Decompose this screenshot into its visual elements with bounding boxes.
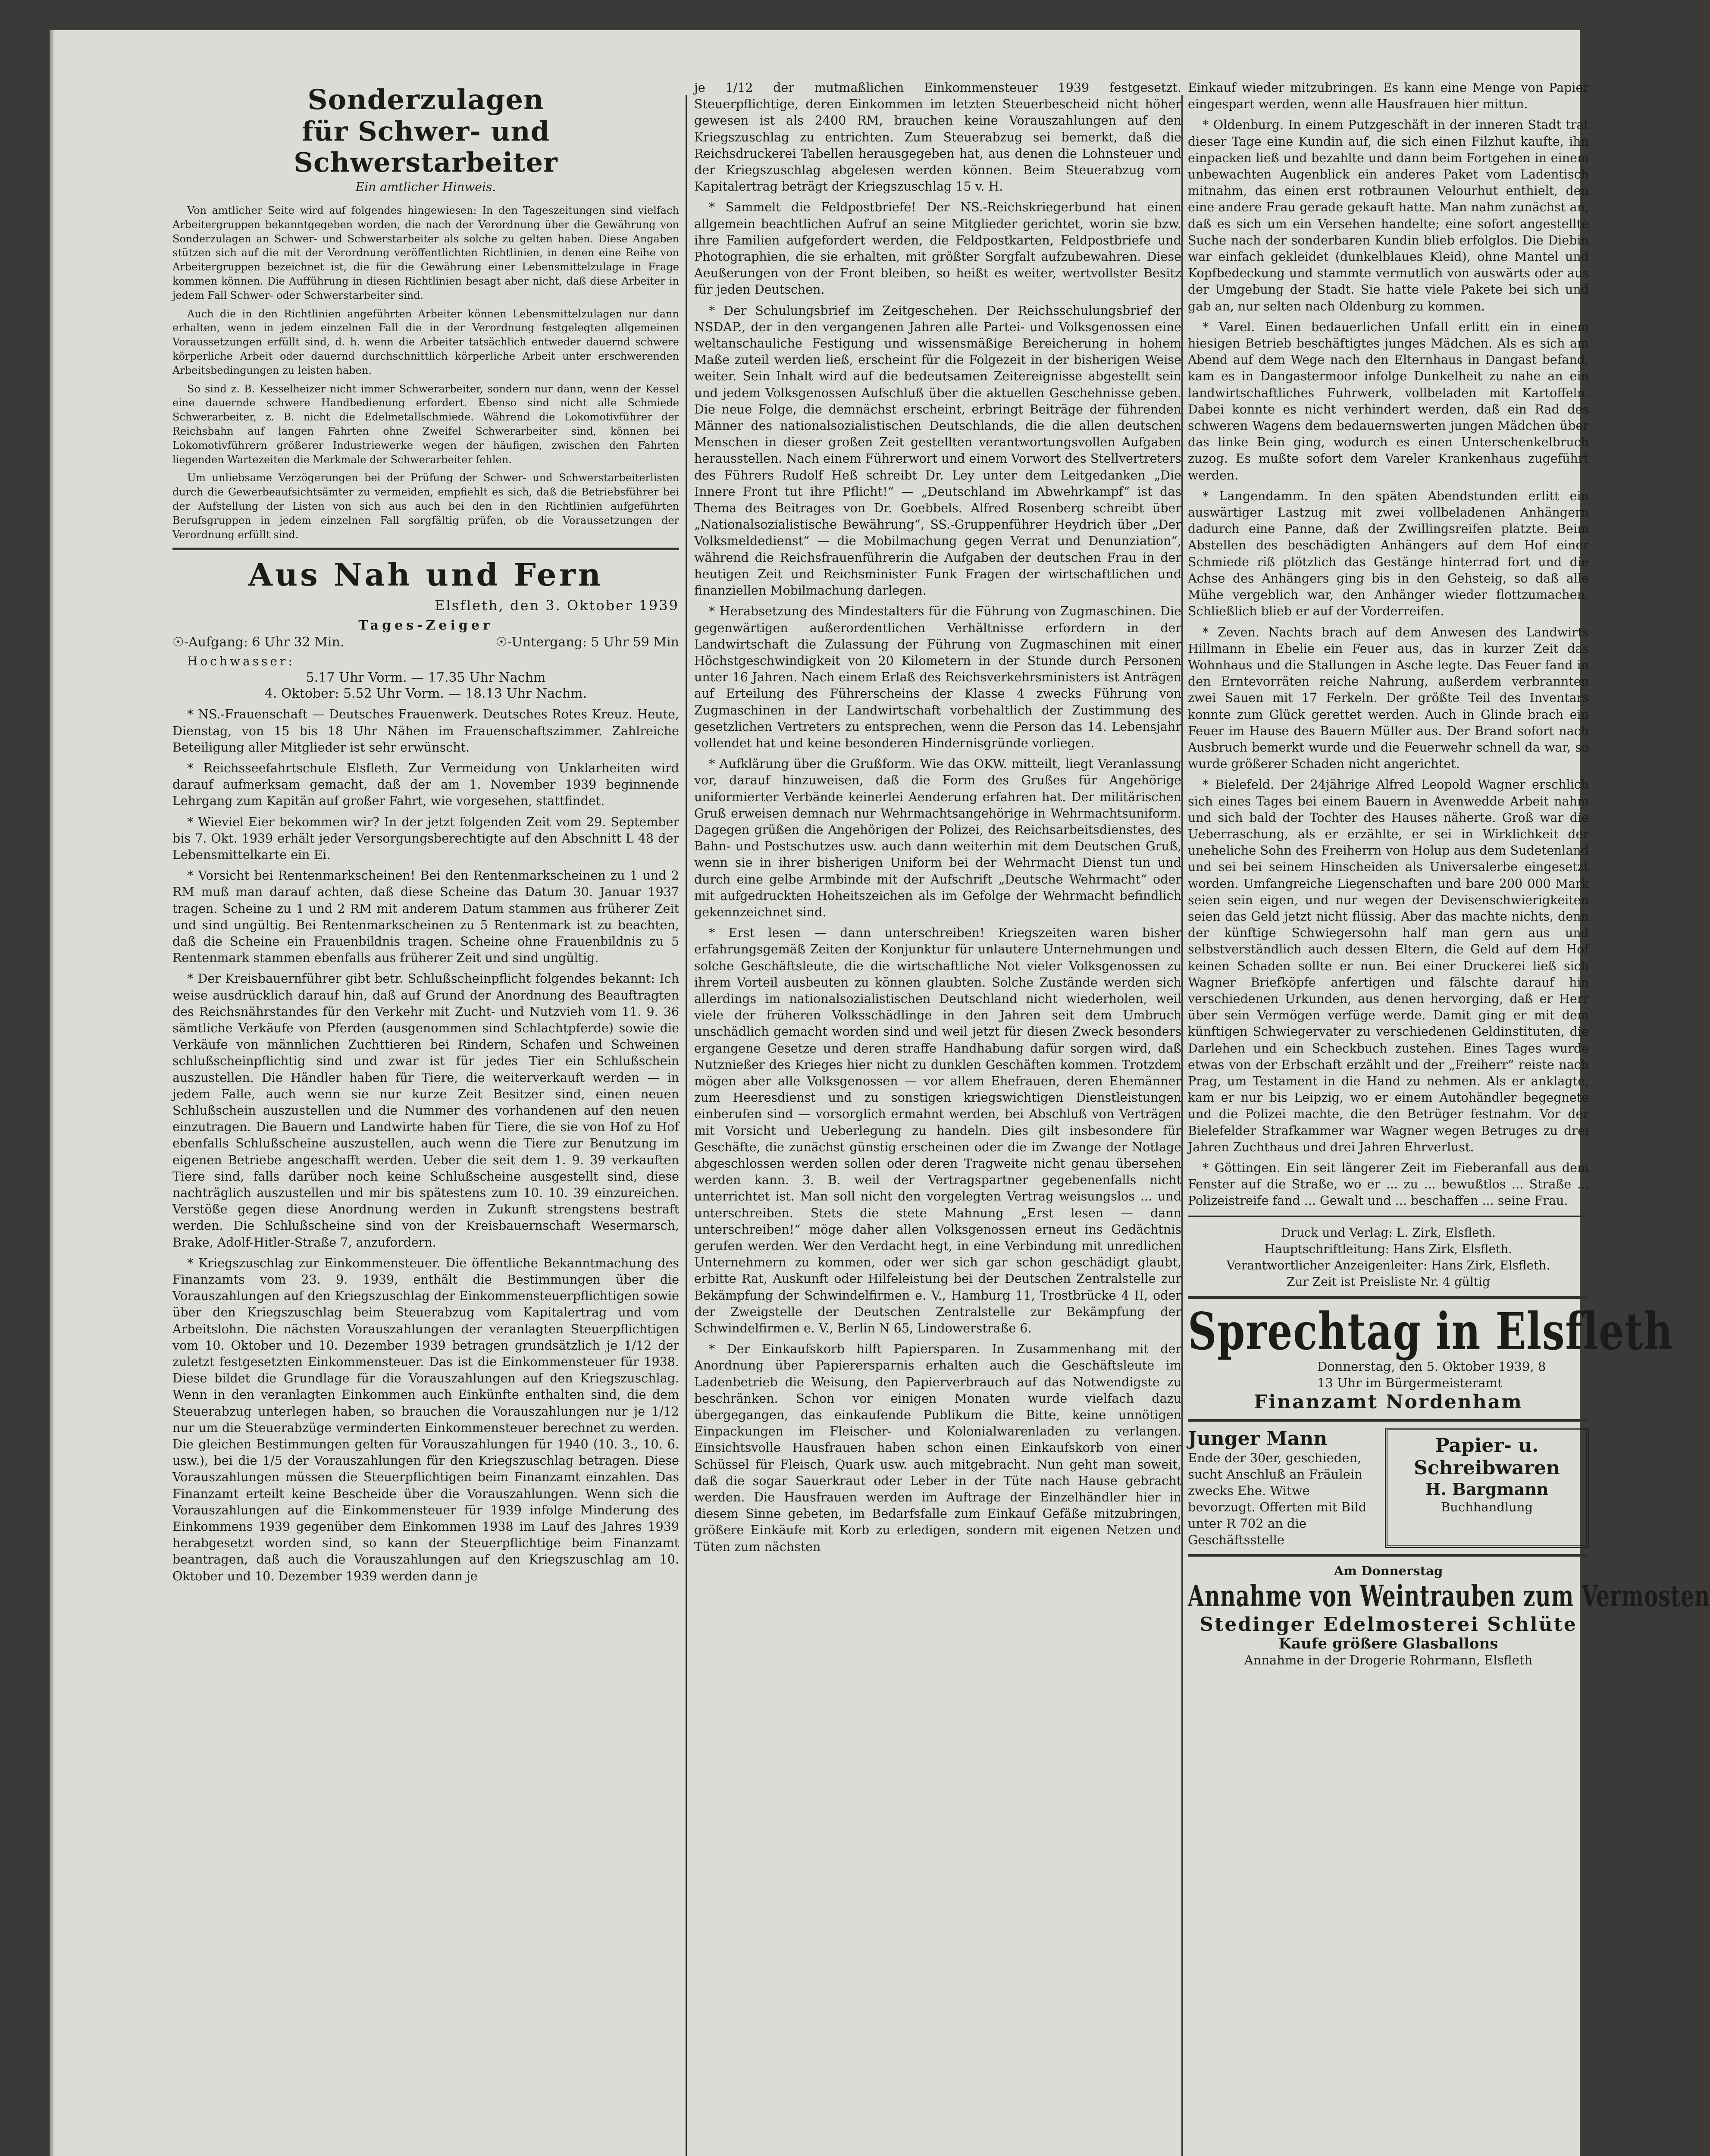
ad-headline: Annahme von Weintrauben zum Vermosten (1188, 1579, 1710, 1614)
newspaper-page (50, 30, 1710, 2156)
news-item: * Erst lesen — dann unterschreiben! Kriegszeiten waren bisher erfahrungsgemäß Zeiten der Konjunktur für unlautere Unternehmungen und solche Geschäftsleute, die die wirtschaftliche Not vieler Volksgenossen zu ihrem Vorteil ausbeuten zu können glaubten. Solche Zustände werden sich allerdings im nationalsozialistischen Deutschland nicht wiederholen, weil viele der früheren Volksschädlinge in den Jahren seit dem Umbruch unschädlich gemacht worden sind und weil jetzt für diesen Zweck besonders ergangene Gesetze und deren straffe Handhabung dafür sorgen wird, daß Nutznießer des Krieges hier nicht zu dunklen Geschäften kommen. Trotzdem mögen aber alle Volksgenossen — vor allem Ehefrauen, deren Ehemänner zum Heeresdienst und zu sonstigen kriegswichtigen Dienstleistungen einberufen sind — vorsorglich ermahnt werden, bei Abschluß von Verträgen mit Vorsicht und Ueberlegung zu handeln. Dies gilt insbesondere für Geschäfte, die zunächst günstig erscheinen oder die im Zwange der Notlage abgeschlossen werden sollen oder deren Tragweite nicht genau übersehen werden kann. 3. B. weil der Vertragspartner gegebenenfalls nicht unterrichtet ist. Man soll nicht den vorgelegten Vertrag weisungslos ... und unterschreiben. Stets die stete Mahnung „Erst lesen — dann unterschreiben!“ möge daher allen Volksgenossen erneut ins Gedächtnis gerufen werden. Wer den Verdacht hegt, in eine Verbindung mit unredlichen Unternehmern zu kommen, oder wer sich gar schon geschädigt glaubt, erbitte Rat, Auskunft oder Hilfeleistung bei der Deutschen Zentralstelle zur Bekämpfung der Schwindelfirmen e. V., Hamburg 11, Trostbrücke 4 II, oder der Zweigstelle der Deutschen Zentralstelle zur Bekämpfung der Schwindelfirmen e. V., Berlin N 65, Lindowerstraße 6. (694, 926, 1181, 1336)
column-2 (694, 80, 1181, 1560)
ad-sprechtag (1188, 1301, 1673, 1413)
news-item: * Vorsicht bei Rentenmarkscheinen! Bei den Rentenmarkscheinen zu 1 und 2 RM muß man darauf achten, daß diese Scheine das Datum 30. Januar 1937 tragen. Scheine zu 1 und 2 RM mit anderem Datum stammen aus früherer Zeit und sind ungültig. Bei Rentenmarkscheinen zu 5 Rentenmark ist zu beachten, daß die Scheine ein Frauenbildnis tragen. Scheine ohne Frauenbildnis zu 5 Rentenmark stammen ebenfalls aus früherer Zeit und sind ungültig. (172, 868, 679, 965)
column-rule-2 (1181, 95, 1183, 2156)
news-item: * Der Schulungsbrief im Zeitgeschehen. Der Reichsschulungsbrief der NSDAP., der in den vergangenen Jahren alle Partei- und Volksgenossen eine weltanschauliche Festigung und wissensmäßige Bereicherung in hohem Maße zuteil werden ließ, erscheint für die Folgezeit in der bisherigen Weise weiter. Sein Inhalt wird auf die bedeutsamen Zeitereignisse abgestellt sein und jedem Volksgenossen Aufschluß über die aktuellen Geschehnisse geben. Die neue Folge, die demnächst erscheint, erbringt Beiträge der führenden Männer des nationalsozialistischen Deutschlands, die die allen deutschen Menschen in dieser großen Zeit gestellten verantwortungsvollen Aufgaben herausstellen. Nach einem Führerwort und einem Vorwort des Stellvertreters des Führers Rudolf Heß schreibt Dr. Ley unter dem Leitgedanken „Die Innere Front tut ihre Pflicht!“ — „Deutschland im Abwehrkampf“ ist das Thema des Beitrages von Dr. Goebbels. Alfred Rosenberg schreibt über „Nationalsozialistische Bewährung“, SS.-Gruppenführer Heydrich über „Der Volksmeldedienst“ — die Mobilmachung gegen Verrat und Denunziation“, während die Reichsfrauenführerin die Aufgaben der deutschen Frau in der heutigen Zeit und Reichsminister Funk Fragen der wirtschaftlichen und finanziellen Mobilmachung darlegen. (694, 303, 1181, 598)
news-item: * NS.-Frauenschaft — Deutsches Frauenwerk. Deutsches Rotes Kreuz. Heute, Dienstag, von 15 bis 18 Uhr Nähen im Frauenschaftszimmer. Zahlreiche Beteiligung aller Mitglieder ist sehr erwünscht. (172, 707, 679, 755)
ad-headline: Sprechtag in Elsfleth (1188, 1301, 1673, 1361)
ad-line: Am Donnerstag (1334, 1563, 1443, 1578)
article-paragraph: Auch die in den Richtlinien angeführten Arbeiter können Lebensmittelzulagen nur dann erhalten, wenn in jedem einzelnen Fall die in der Verordnung festgelegten allgemeinen Voraussetzungen erfüllt sind, d. h. wenn die Arbeiter tatsächlich entweder dauernd schwere körperliche Arbeit oder dauernd durchschnittlich körperliche Arbeit unter erschwerenden Arbeitsbedingungen zu leisten haben. (172, 307, 679, 376)
news-item: * Langendamm. In den späten Abendstunden erlitt ein auswärtiger Lastzug mit zwei vollbeladenen Anhängern dadurch eine Panne, daß der Zwillingsreifen platzte. Beim Abstellen des beschädigten Anhängers auf dem Hof einer Schmiede riß plötzlich das Gestänge hinterrad fort und die Achse des Anhängers ging bis in den Gehsteig, so daß alle Mühe vergeblich war, den Anhänger wieder flottzumachen. Schließlich blieb er auf der Vorderreifen. (1188, 489, 1589, 619)
column-rule-1 (686, 95, 687, 2156)
ad-text: Ende der 30er, geschieden, sucht Anschluß an Fräulein zwecks Ehe. Witwe bevorzugt. Offerten mit Bild unter R 702 an die Geschäftsstelle (1188, 1450, 1367, 1547)
ad-line: Kaufe größere Glasballons (1278, 1635, 1498, 1652)
hochwasser-tomorrow: 4. Oktober: 5.52 Uhr Vorm. — 18.13 Uhr Nachm. (264, 686, 587, 702)
ads-divider (1188, 1296, 1589, 1299)
article-paragraph: Um unliebsame Verzögerungen bei der Prüfung der Schwer- und Schwerstarbeiterlisten durch die Gewerbeaufsichtsämter zu vermeiden, empfiehlt es sich, daß die Betriebsführer bei der Aufstellung der Listen von sich aus auch bei den in den Richtlinien aufgeführten Berufsgruppen in jedem einzelnen Fall sorgfältig prüfen, ob die Voraussetzungen der Verordnung erfüllt sind. (172, 472, 679, 541)
ads-divider (1188, 1554, 1589, 1557)
ads-divider (1188, 1419, 1589, 1422)
sun-times (172, 635, 679, 650)
ad-line: Donnerstag, den 5. Oktober 1939, 8 (1317, 1359, 1546, 1374)
article-subtitle: Ein amtlicher Hinweis. (355, 180, 496, 194)
column-3 (1188, 80, 1710, 1668)
imprint-line: Hauptschriftleitung: Hans Zirk, Elsfleth. (1264, 1241, 1513, 1256)
page-binding-edge (50, 30, 55, 2156)
news-item: Einkauf wieder mitzubringen. Es kann eine Menge von Papier eingespart werden, wenn alle Hausfrauen hier mittun. (1188, 81, 1589, 112)
news-item: * Aufklärung über die Grußform. Wie das OKW. mitteilt, liegt Veranlassung vor, darauf hinzuweisen, daß die Form des Grußes für Angehörige uniformierter Verbände keinerlei Aenderung erfahren hat. Der militärischen Gruß erweisen demnach nur Wehrmachtsangehörige in Wehrmachtsuniform. Dagegen grüßen die Angehörigen der Polizei, des Reichsarbeitsdienstes, des Bahn- und Postschutzes usw. auch dann weiterhin mit dem Deutschen Gruß, wenn sie in ihrer bisherigen Uniform bei der Wehrmacht Dienst tun und durch eine gelbe Armbinde mit der Aufschrift „Deutsche Wehrmacht“ oder mit aufgedruckten Hoheitszeichen als im Gefolge der Wehrmacht befindlich gekennzeichnet sind. (694, 757, 1181, 919)
article-paragraph: So sind z. B. Kesselheizer nicht immer Schwerarbeiter, sondern nur dann, wenn der Kessel eine dauernde schwere Handbedienung erfordert. Ebenso sind nicht alle Schmiede Schwerarbeiter, z. B. nicht die Edelmetallschmiede. Während die Lokomotivführer der Reichsbahn auf langen Fahrten ohne Zweifel Schwerarbeiter sind, können bei Lokomotivführern größerer Industriewerke wegen der häufigen, zwischen den Fahrten liegenden Wartezeiten die Merkmale der Schwerarbeiter fehlen. (172, 382, 679, 466)
ad-frame-sub: Buchhandlung (1441, 1499, 1533, 1514)
section-title: Aus Nah und Fern (248, 556, 604, 593)
imprint-line: Druck und Verlag: L. Zirk, Elsfleth. (1281, 1225, 1496, 1240)
ad-line: Stedinger Edelmosterei Schlüte (1200, 1613, 1577, 1636)
ad-weintrauben (1188, 1563, 1710, 1668)
dateline: Elsfleth, den 3. Oktober 1939 (435, 597, 679, 614)
tages-zeiger-label: Tages-Zeiger (358, 618, 493, 633)
news-item: * Oldenburg. In einem Putzgeschäft in der inneren Stadt trat dieser Tage eine Kundin auf, die sich einen Filzhut kaufte, ihn einpacken ließ und bezahlte und dann beim Fortgehen in einem unbewachten Augenblick ein anderes Paket vom Ladentisch mitnahm, das einen erst rotbraunen Velourhut enthielt, den eine andere Frau gerade gekauft hatte. Man nahm zunächst an, daß es sich um ein Versehen handelte; eine sofort angestellte Suche nach der sonderbaren Kundin blieb erfolglos. Die Diebin war einfach gekleidet (dunkelblaues Kleid), ohne Mantel und Kopfbedeckung und stammte vermutlich von auswärts oder aus der Umgebung der Stadt. Sie hatte viele Pakete bei sich und gab an, nur selten nach Oldenburg zu kommen. (1188, 118, 1589, 313)
article-headline (172, 84, 679, 178)
imprint (1188, 1225, 1589, 1290)
ad-title: Junger Mann (1188, 1427, 1328, 1450)
news-item: * Herabsetzung des Mindestalters für die Führung von Zugmaschinen. Die gegenwärtigen außerordentlichen Verhältnisse erfordern in der Landwirtschaft die Zulassung der Führung von Zugmaschinen mit einer Höchstgeschwindigkeit von 20 Kilometern in der Stunde durch Personen unter 16 Jahren. Nach einem Erlaß des Reichsverkehrsministers ist Anträgen auf Erteilung des Führerscheins der Klasse 4 zwecks Führung von Zugmaschinen in der Landwirtschaft vorbehaltlich der Zustimmung des gesetzlichen Vertreters zu entsprechen, wenn die Person das 14. Lebensjahr vollendet hat und keine besonderen Hindernisgründe vorliegen. (694, 604, 1181, 750)
imprint-line: Verantwortlicher Anzeigenleiter: Hans Zirk, Elsfleth. (1226, 1258, 1550, 1272)
section-divider (172, 548, 679, 550)
hochwasser-label: Hochwasser: (187, 654, 295, 669)
news-item: * Wieviel Eier bekommen wir? In der jetzt folgenden Zeit vom 29. September bis 7. Okt. 1939 erhält jeder Versorgungsberechtigte auf den Abschnitt L 48 der Lebensmittelkarte ein Ei. (172, 815, 679, 862)
headline-line-1: Sonderzulagen (307, 84, 544, 116)
ad-row (1188, 1428, 1589, 1548)
imprint-line: Zur Zeit ist Preisliste Nr. 4 gültig (1287, 1274, 1490, 1289)
news-item: * Kriegszuschlag zur Einkommensteuer. Die öffentliche Bekanntmachung des Finanzamts vom 23. 9. 1939, enthält die Bestimmungen über die Vorauszahlungen auf den Kriegszuschlag der Einkommensteuerpflichtigen sowie über den Kriegszuschlag beim Steuerabzug vom Kapitalertrag und vom Arbeitslohn. Die nächsten Vorauszahlungen der veranlagten Steuerpflichtigen vom 10. Oktober und 10. Dezember 1939 betragen grundsätzlich je 1/12 der zuletzt festgesetzten Einkommensteuer. Das ist die Einkommensteuer für 1938. Diese bildet die Grundlage für die Vorauszahlungen auf den Kriegszuschlag. Wenn in den veranlagten Einkommen auch Einkünfte enthalten sind, die dem Steuerabzug unterlegen haben, so brauchen die Vorauszahlungen nur je 1/12 nur um die Steuerabzüge verminderten Einkommensteuer berechnet zu werden. Die gleichen Bestimmungen gelten für Vorauszahlungen für 1940 (10. 3., 10. 6. usw.), bei die 1/5 der Vorauszahlungen für den Kriegszuschlag betragen. Diese Vorauszahlungen müssen die Steuerpflichtigen beim Finanzamt einzahlen. Das Finanzamt erteilt keine Bescheide über die Vorauszahlungen. Wenn sich die Vorauszahlungen auf die Einkommensteuer für 1939 infolge Minderung des Einkommens 1939 gegenüber dem Einkommen 1938 im Lauf des Jahres 1939 herabgesetzt worden sind, so kann der Steuerpflichtige beim Finanzamt beantragen, daß auch die Vorauszahlungen auf den Kriegszuschlag am 10. Oktober und 10. Dezember 1939 werden dann je (172, 1256, 679, 1583)
ad-frame-name: H. Bargmann (1425, 1479, 1549, 1499)
news-item: * Der Einkaufskorb hilft Papiersparen. In Zusammenhang mit der Anordnung über Papierersparnis erhalten auch die Geschäftsleute im Ladenbetrieb die Weisung, den Papierverbrauch auf das Notwendigste zu beschränken. Schon vor einigen Monaten wurde vielfach dazu übergegangen, das einkaufende Publikum die Bitte, keine unnötigen Einpackungen im Fleischer- und Kolonialwarenladen zu verlangen. Einsichtsvolle Hausfrauen haben schon einen Einkaufskorb von einer Schüssel für Fleisch, Quark usw. auch mitgebracht. Nun geht man soweit, daß die sogar Sauerkraut oder Leber in der Tüte nach Hause gebracht werden. Die Hausfrauen werden im Auftrage der Einzelhändler hier in diesem Sinne gebeten, im Bedarfsfalle zum Einkauf Gefäße mitzubringen, größere Einkäufe mit Korb zu erledigen, sondern mit eigenen Netzen und Tüten zum nächsten (694, 1342, 1181, 1554)
ad-bargmann (1385, 1428, 1589, 1548)
ad-junger-mann (1188, 1428, 1378, 1548)
imprint-divider (1188, 1216, 1589, 1217)
news-item: * Varel. Einen bedauerlichen Unfall erlitt ein in einem hiesigen Betrieb beschäftigtes junges Mädchen. Als es sich am Abend auf dem Wege nach den Elternhaus in Dangast befand, kam es in Dangastermoor infolge Dunkelheit zu nahe an ein landwirtschaftliches Fuhrwerk, vollbeladen mit Kartoffeln. Dabei konnte es nicht verhindert werden, daß ein Rad des schweren Wagens dem bedauernswerten jungen Mädchen über das linke Bein ging, wodurch es einen Unterschenkelbruch zuzog. Es mußte sofort dem Vareler Krankenhaus zugeführt werden. (1188, 320, 1589, 483)
ad-signature: Finanzamt Nordenham (1254, 1391, 1523, 1413)
news-item: je 1/12 der mutmaßlichen Einkommensteuer 1939 festgesetzt. Steuerpflichtige, deren Einkommen im letzten Steuerbescheid nicht höher gewesen ist als 2400 RM, brauchen keine Vorauszahlungen auf den Kriegszuschlag zu entrichten. Zum Steuerabzug sei bemerkt, daß die Reichsdruckerei Tabellen herausgegeben hat, aus denen die Lohnsteuer und der Kriegszuschlag abgelesen werden können. Beim Steuerabzug vom Kapitalertrag beträgt der Kriegszuschlag 15 v. H. (694, 81, 1181, 194)
news-item: * Göttingen. Ein seit längerer Zeit im Fieberanfall aus dem Fenster auf die Straße, wo er ... zu ... bewußtlos ... Straße ... Polizeistreife fand ... Gewalt und ... beschaffen ... seine Frau. (1188, 1161, 1589, 1208)
ad-line: Annahme in der Drogerie Rohrmann, Elsfleth (1244, 1652, 1533, 1667)
column-1 (172, 80, 679, 1589)
ad-frame-title: Papier- u. Schreibwaren (1414, 1434, 1560, 1479)
news-item: * Sammelt die Feldpostbriefe! Der NS.-Reichskriegerbund hat einen allgemein beachtlichen Aufruf an seine Mitglieder gerichtet, worin sie bzw. ihre Familien aufgefordert werden, die Feldpostkarten, Feldpostbriefe und Photographien, die sie erhalten, mit größter Sorgfalt aufzubewahren. Diese Aeußerungen von der Front bleiben, so heißt es weiter, wertvollster Besitz für jeden Deutschen. (694, 200, 1181, 297)
news-item: * Der Kreisbauernführer gibt betr. Schlußscheinpflicht folgendes bekannt: Ich weise ausdrücklich darauf hin, daß auf Grund der Anordnung des Beauftragten des Reichsnährstandes für den Verkehr mit Zucht- und Nutzvieh vom 11. 9. 36 sämtliche Verkäufe von Pferden (ausgenommen sind Schlachtpferde) sowie die Verkäufe von männlichen Zuchttieren bei Rindern, Schafen und Schweinen schlußscheinpflichtig sind und zwar ist für jedes Tier ein Schlußschein auszustellen. Die Händler haben für Tiere, die weiterverkauft werden — in jedem Falle, auch wenn sie nur kurze Zeit Besitzer sind, einen neuen Schlußschein auszustellen und die Nummer des vorhandenen auf den neuen einzutragen. Die Bauern und Landwirte haben für Tiere, die sie von Hof zu Hof ebenfalls Schlußscheine auszustellen, auch wenn die Tiere zur Benutzung im eigenen Betriebe angeschafft werden. Ueber die seit dem 1. 9. 39 verkauften Tiere sind, falls darüber noch keine Schlußscheine ausgestellt sind, diese nachträglich auszustellen und mir bis spätestens zum 10. 10. 39 einzureichen. Verstöße gegen diese Anordnung werden in Zukunft strengstens bestraft werden. Die Schlußscheine sind von der Kreisbauernschaft Wesermarsch, Brake, Adolf-Hitler-Straße 7, anzufordern. (172, 971, 679, 1250)
ad-line: 13 Uhr im Bürgermeisteramt (1317, 1375, 1503, 1390)
sunrise: ☉-Aufgang: 6 Uhr 32 Min. (172, 635, 345, 650)
news-item: * Zeven. Nachts brach auf dem Anwesen des Landwirts Hillmann in Ebelie ein Feuer aus, das in kurzer Zeit das Wohnhaus und die Stallungen in Asche legte. Das Feuer fand in den Erntevorräten reiche Nahrung, außerdem verbrannten zwei Sauen mit 17 Ferkeln. Der größte Teil des Inventars konnte zum Glück gerettet werden. Auch in Glinde brach ein Feuer im Hause des Bauern Müller aus. Der Brand sofort nach Ausbruch bemerkt wurde und die Feuerwehr schnell da war, so wurde größerer Schaden nicht angerichtet. (1188, 625, 1589, 771)
headline-line-2: für Schwer- und Schwerstarbeiter (294, 116, 558, 178)
hochwasser-today: 5.17 Uhr Vorm. — 17.35 Uhr Nachm (306, 670, 546, 686)
news-item: * Reichsseefahrtschule Elsfleth. Zur Vermeidung von Unklarheiten wird darauf aufmerksam gemacht, daß der am 1. November 1939 beginnende Lehrgang zum Kapitän auf großer Fahrt, wie vorgesehen, stattfindet. (172, 761, 679, 808)
news-item: * Bielefeld. Der 24jährige Alfred Leopold Wagner erschlich sich eines Tages bei einem Bauern in Avenwedde Arbeit nahm und sich bald der Tochter des Hauses näherte. Groß war die Ueberraschung, als er erzählte, er sei in Wirklichkeit der uneheliche Sohn des Freiherrn von Holup aus dem Sudetenland und sei bei seinem Hinscheiden als Universalerbe eingesetzt worden. Umfangreiche Liegenschaften und bare 200 000 Mark seien sein eigen, und nur wegen der Devisenschwierigkeiten seien das Geld jetzt nicht flüssig. Aber das machte nichts, denn der künftige Schwiegersohn half man gern aus und selbstverständlich auch dessen Eltern, die Geld auf dem Hof keinen Schaden sollte er nun. Bei einer Druckerei ließ sich Wagner Briefköpfe anfertigen und fälschte darauf hin verschiedenen Urkunden, aus denen hervorging, daß er Herr über sein Vermögen verfüge werde. Damit ging er mit dem künftigen Schwiegervater zu verschiedenen Geldinstituten, die Darlehen und ein Scheckbuch zustehen. Eines Tages wurde etwas von der Erbschaft erzählt und der „Freiherr“ reiste nach Prag, um Testament in die Hand zu nehmen. Als er anklagte, kam er nur bis Leipzig, wo er einem Autohändler begegnete und die Polizei machte, die den Betrüger festnahm. Vor der Bielefelder Strafkammer war Wagner wegen Betruges zu drei Jahren Zuchthaus und drei Jahren Ehrverlust. (1188, 777, 1589, 1154)
article-paragraph: Von amtlicher Seite wird auf folgendes hingewiesen: In den Tageszeitungen sind vielfach Arbeitergruppen bekanntgegeben worden, die nach der Verordnung über die Gewährung von Sonderzulagen an Schwer- und Schwerstarbeiter als solche zu gelten haben. Diese Angaben stützen sich auf die mit der Verordnung veröffentlichten Richtlinien, in denen eine Reihe von Arbeitergruppen bezeichnet ist, die für die Gewährung einer Lebensmittelzulage in Frage kommen können. Die Aufführung in diesen Richtlinien besagt aber nicht, daß diese Arbeiter in jedem Fall Schwer- oder Schwerstarbeiter sind. (172, 204, 679, 301)
sunset: ☉-Untergang: 5 Uhr 59 Min (495, 635, 679, 650)
